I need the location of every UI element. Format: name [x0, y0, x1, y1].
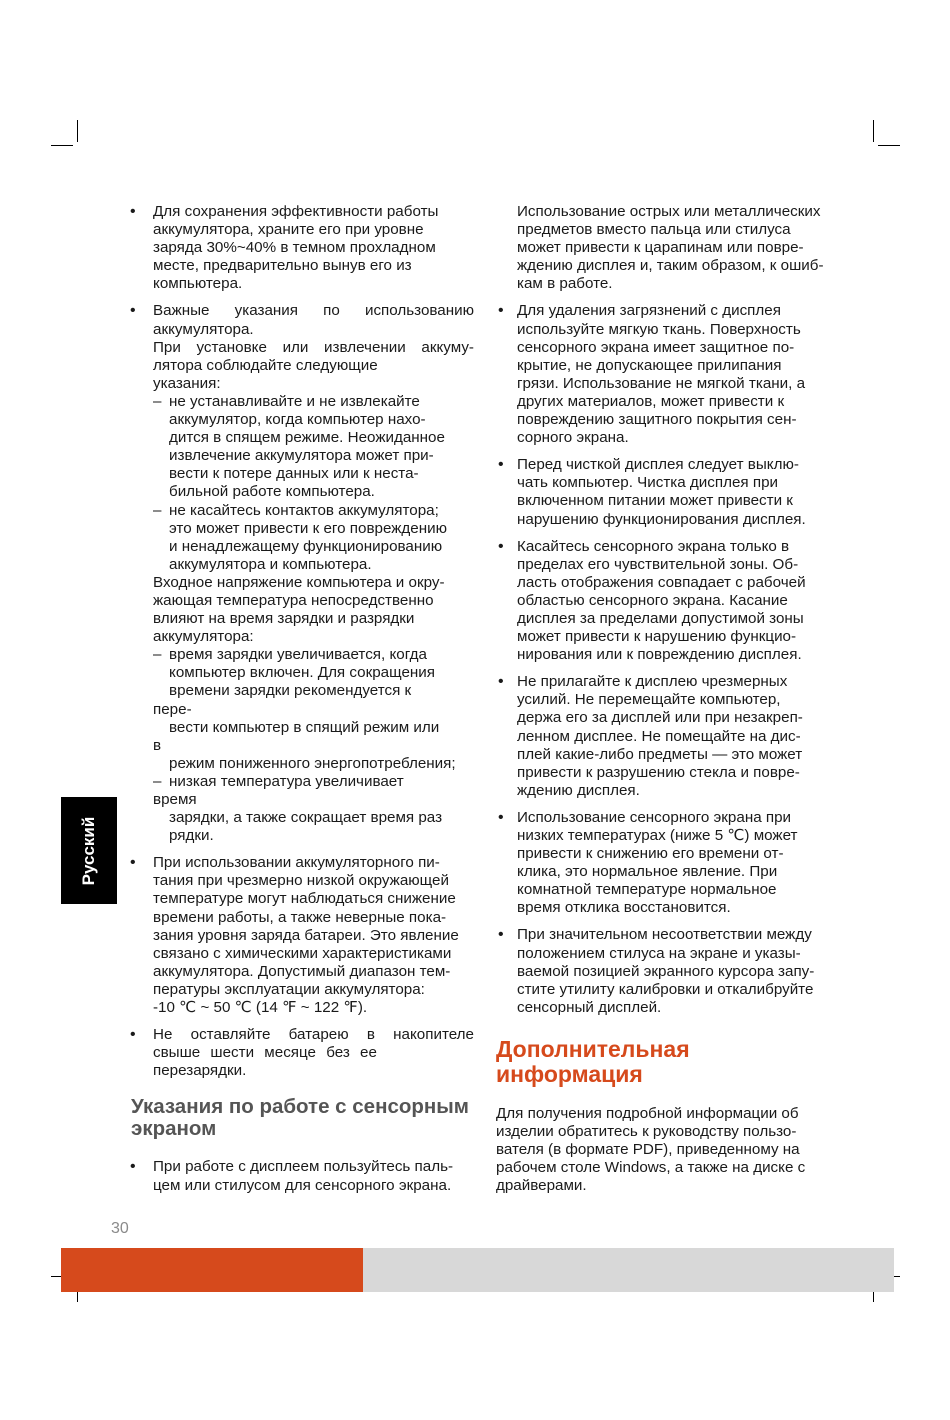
text-line: • Перед чисткой дисплея следует выклю-: [517, 456, 799, 474]
text-line: • При значительном несоответствии между: [517, 926, 812, 944]
text-line: • Для сохранения эффективности работы: [153, 203, 439, 220]
text-line: пературы эксплуатации аккумулятора:: [153, 980, 425, 998]
text-line: драйверами.: [496, 1177, 587, 1195]
text-line: • Не прилагайте к дисплею чрезмерных: [517, 673, 788, 691]
dash-item: [153, 773, 474, 791]
heading-line: экраном: [131, 1117, 217, 1141]
text-line: рядки.: [169, 827, 214, 845]
text-line: бильной работе компьютера.: [169, 483, 375, 501]
text-line: повреждению защитного покрытия сен-: [517, 411, 797, 429]
text-line: зарядки, а также сокращает время раз: [169, 809, 443, 827]
text-line: ваемой позицией экранного курсора запу-: [517, 962, 815, 980]
text-line: вести компьютер в спящий режим или: [169, 718, 440, 736]
crop-mark: [878, 145, 900, 146]
text-line: усилий. Не перемещайте компьютер,: [517, 691, 781, 709]
text-line: заряда 30%~40% в темном прохладном: [153, 239, 436, 257]
text-line: • При использовании аккумуляторного пи-: [153, 854, 440, 872]
text-line: • При работе с дисплеем пользуйтесь паль-: [153, 1158, 454, 1176]
text-line: пределах его чувствительной зоны. Об-: [517, 555, 799, 573]
text-line: нарушению функционирования дисплея.: [517, 510, 806, 528]
text-line: время отклика восстановится.: [517, 899, 731, 917]
text-line: вести к потере данных или к неста-: [169, 465, 419, 483]
text-line: держа его за дисплей или при незакреп-: [517, 709, 803, 727]
text-line: других материалов, может привести к: [517, 392, 785, 410]
text-line: зания уровня заряда батареи. Это явление: [153, 926, 459, 944]
text-line: включенном питании может привести к: [517, 492, 793, 510]
text-line: аккумулятора. Допустимый диапазон тем-: [153, 962, 451, 980]
text-line: времени зарядки рекомендуется к: [169, 682, 412, 700]
bullet-item: [496, 809, 839, 918]
text-line: ласть отображения совпадает с рабочей: [517, 573, 806, 591]
text-line: в: [153, 736, 162, 754]
dash-item: [153, 502, 474, 574]
text-line: дисплея за пределами допустимой зоны: [517, 609, 804, 627]
text-line: сенсорного экрана имеет защитное по-: [517, 338, 795, 356]
text-line: температуре могут наблюдаться снижение: [153, 890, 456, 908]
text-line: аккумулятора и компьютера.: [169, 555, 372, 573]
text-line: может привести к царапинам или повре-: [517, 239, 804, 257]
text-line: может привести к нарушению функцио-: [517, 628, 797, 646]
heading-line: Дополнительная: [496, 1035, 690, 1062]
text-line: связано с химическими характеристиками: [153, 944, 452, 962]
text-line: -10 ℃ ~ 50 ℃ (14 ℉ ~ 122 ℉).: [153, 999, 368, 1017]
bullet-item: [128, 203, 474, 293]
text-line: пере-: [153, 700, 192, 718]
bullet-item: [496, 926, 839, 1016]
bullet-item: [496, 538, 839, 665]
text-line: ждению дисплея.: [517, 781, 640, 799]
bullet-item: [128, 854, 474, 1017]
text-line: ленном дисплее. Не помещайте на дис-: [517, 727, 801, 745]
text-line: изделии обратитесь к руководству пользо-: [496, 1123, 797, 1141]
section-heading: [496, 1037, 839, 1087]
bullet-item: [128, 1026, 474, 1080]
crop-mark: [51, 145, 73, 146]
text-line: привести к разрушению стекла и повре-: [517, 763, 800, 781]
text-line: грязи. Использование не мягкой ткани, а: [517, 374, 806, 392]
text-line: аккумулятор, когда компьютер нахо-: [169, 411, 426, 429]
bullet-item: [128, 302, 474, 845]
text-line: положением стилуса на экране и указы-: [517, 944, 801, 962]
text-line: перезарядки.: [153, 1062, 247, 1080]
text-line: влияют на время зарядки и разрядки: [153, 610, 415, 628]
dash-item: [153, 393, 474, 502]
text-line: режим пониженного энергопотребления;: [169, 754, 456, 772]
text-line: – время зарядки увеличивается, когда: [169, 646, 427, 664]
text-line: Для получения подробной информации об: [496, 1104, 799, 1122]
bullet-item: [496, 456, 839, 528]
text-line: это может привести к его повреждению: [169, 519, 447, 537]
info-paragraph: [496, 1105, 839, 1195]
text-line: аккумулятора.: [153, 320, 254, 338]
text-line: вателя (в формате PDF), приведенному на: [496, 1141, 800, 1159]
heading-line: информация: [496, 1060, 643, 1087]
text-line: аккумулятора, храните его при уровне: [153, 221, 424, 239]
text-line: и ненадлежащему функционированию: [169, 537, 443, 555]
text-line: клика, это нормальное явление. При: [517, 863, 778, 881]
page-number: 30: [111, 1220, 129, 1237]
text-line: ждению дисплея и, таким образом, к ошиб-: [517, 257, 824, 275]
text-line: Использование острых или металлических: [517, 203, 821, 220]
text-line: Входное напряжение компьютера и окру-: [153, 573, 445, 591]
bullet-item: [496, 302, 839, 447]
text-line: предметов вместо пальца или стилуса: [517, 221, 791, 239]
text-line: сенсорный дисплей.: [517, 998, 662, 1016]
text-line: кам в работе.: [517, 275, 613, 293]
crop-mark: [873, 120, 874, 142]
footer-bar-accent: [61, 1248, 363, 1292]
text-line: лятора соблюдайте следующие: [153, 356, 378, 374]
text-line: цем или стилусом для сенсорного экрана.: [153, 1176, 452, 1194]
text-line: месте, предварительно вынув его из: [153, 257, 412, 275]
text-line: стите утилиту калибровки и откалибруйте: [517, 980, 814, 998]
text-line: комнатной температуре нормальное: [517, 881, 777, 899]
text-line: крытие, не допускающее прилипания: [517, 356, 782, 374]
text-line: • Использование сенсорного экрана при: [517, 808, 792, 826]
heading-line: Указания по работе с сенсорным: [131, 1095, 469, 1119]
text-line: сорного экрана.: [517, 429, 629, 447]
crop-mark: [77, 120, 78, 142]
text-line: аккумулятора:: [153, 628, 254, 646]
text-line: компьютер включен. Для сокращения: [169, 664, 435, 682]
footer-bar-gray: [363, 1248, 894, 1292]
continued-paragraph: [496, 203, 839, 293]
text-line: дится в спящем режиме. Неожиданное: [169, 429, 445, 447]
text-line: – не касайтесь контактов аккумулятора;: [169, 501, 439, 519]
text-line: нирования или к повреждению дисплея.: [517, 646, 802, 664]
text-line: При установке или извлечении аккуму-: [153, 338, 474, 356]
text-line: чать компьютер. Чистка дисплея при: [517, 474, 778, 492]
bullet-item: [496, 673, 839, 800]
text-line: времени работы, а также неверные пока-: [153, 908, 447, 926]
text-line: низких температурах (ниже 5 ℃) может: [517, 827, 798, 844]
text-line: используйте мягкую ткань. Поверхность: [517, 320, 801, 338]
text-line: областью сенсорного экрана. Касание: [517, 591, 788, 609]
text-line: рабочем столе Windows, а также на диске с: [496, 1159, 806, 1177]
bullet-item: [128, 1158, 474, 1194]
text-line: плей какие-либо предметы — это может: [517, 745, 803, 763]
text-line: привести к снижению его времени от-: [517, 845, 784, 863]
text-line: извлечение аккумулятора может при-: [169, 447, 434, 465]
language-tab-label: Русский: [79, 816, 98, 885]
text-line: • Важные указания по использованию: [153, 302, 474, 320]
language-tab: [61, 797, 117, 904]
left-column: [128, 203, 474, 1204]
text-line: время: [153, 791, 197, 808]
text-line: свыше шести месяце без ее: [153, 1044, 377, 1062]
section-heading: [131, 1096, 474, 1140]
dash-item: [153, 646, 474, 700]
right-column: [496, 203, 839, 1195]
text-line: указания:: [153, 374, 221, 392]
text-line: компьютера.: [153, 275, 243, 293]
text-line: тания при чрезмерно низкой окружающей: [153, 872, 449, 890]
text-line: • Для удаления загрязнений с дисплея: [517, 302, 781, 320]
text-line: – низкая температура увеличивает: [169, 772, 404, 790]
text-line: – не устанавливайте и не извлекайте: [169, 392, 420, 410]
text-line: жающая температура непосредственно: [153, 591, 434, 609]
text-line: • Не оставляйте батарею в накопителе: [153, 1026, 474, 1044]
text-line: • Касайтесь сенсорного экрана только в: [517, 537, 790, 555]
